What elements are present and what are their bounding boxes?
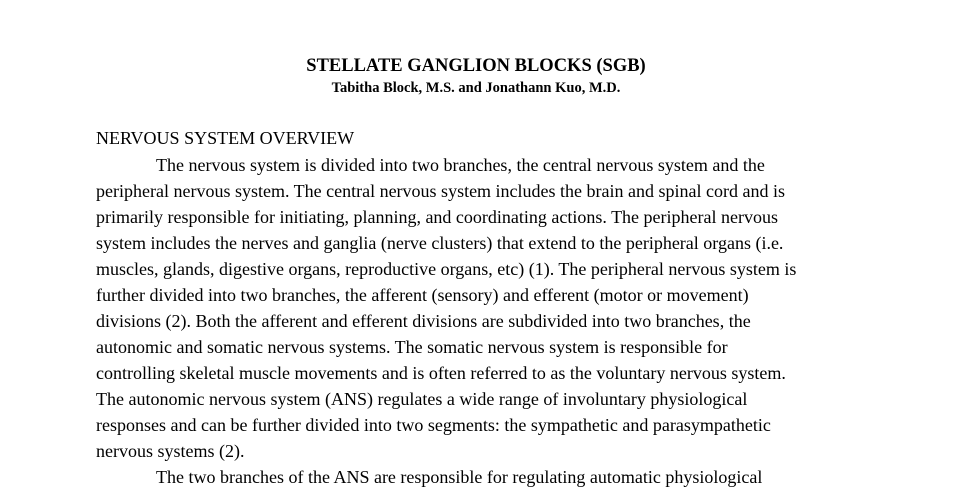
paragraph-line: The autonomic nervous system (ANS) regulates a wide range of involuntary physiological <box>96 389 748 409</box>
paragraph-line: peripheral nervous system. The central nervous system includes the brain and spinal cord and is <box>96 181 785 201</box>
section-heading: NERVOUS SYSTEM OVERVIEW <box>96 128 355 148</box>
document-authors: Tabitha Block, M.S. and Jonathann Kuo, M.D. <box>331 80 621 96</box>
paragraph-line: The two branches of the ANS are responsible for regulating automatic physiological <box>156 467 763 487</box>
paragraph-line: The nervous system is divided into two branches, the central nervous system and the <box>156 155 765 175</box>
paragraph-line: responses and can be further divided into two segments: the sympathetic and parasympathetic <box>96 415 771 435</box>
paragraph-line: controlling skeletal muscle movements and is often referred to as the voluntary nervous system. <box>96 363 786 383</box>
document-title: STELLATE GANGLION BLOCKS (SGB) <box>306 56 646 76</box>
paragraph-line: primarily responsible for initiating, planning, and coordinating actions. The peripheral nervous <box>96 207 778 227</box>
paragraph-line: nervous systems (2). <box>96 441 245 461</box>
paragraph-line: muscles, glands, digestive organs, reproductive organs, etc) (1). The peripheral nervous system is <box>96 259 797 279</box>
body-paragraph <box>96 152 896 490</box>
paragraph-line: system includes the nerves and ganglia (nerve clusters) that extend to the peripheral organs (i.e. <box>96 233 784 253</box>
paragraph-line: divisions (2). Both the afferent and efferent divisions are subdivided into two branches, the <box>96 311 751 331</box>
paragraph-line: further divided into two branches, the afferent (sensory) and efferent (motor or movement) <box>96 285 749 305</box>
paragraph-line: autonomic and somatic nervous systems. The somatic nervous system is responsible for <box>96 337 728 357</box>
